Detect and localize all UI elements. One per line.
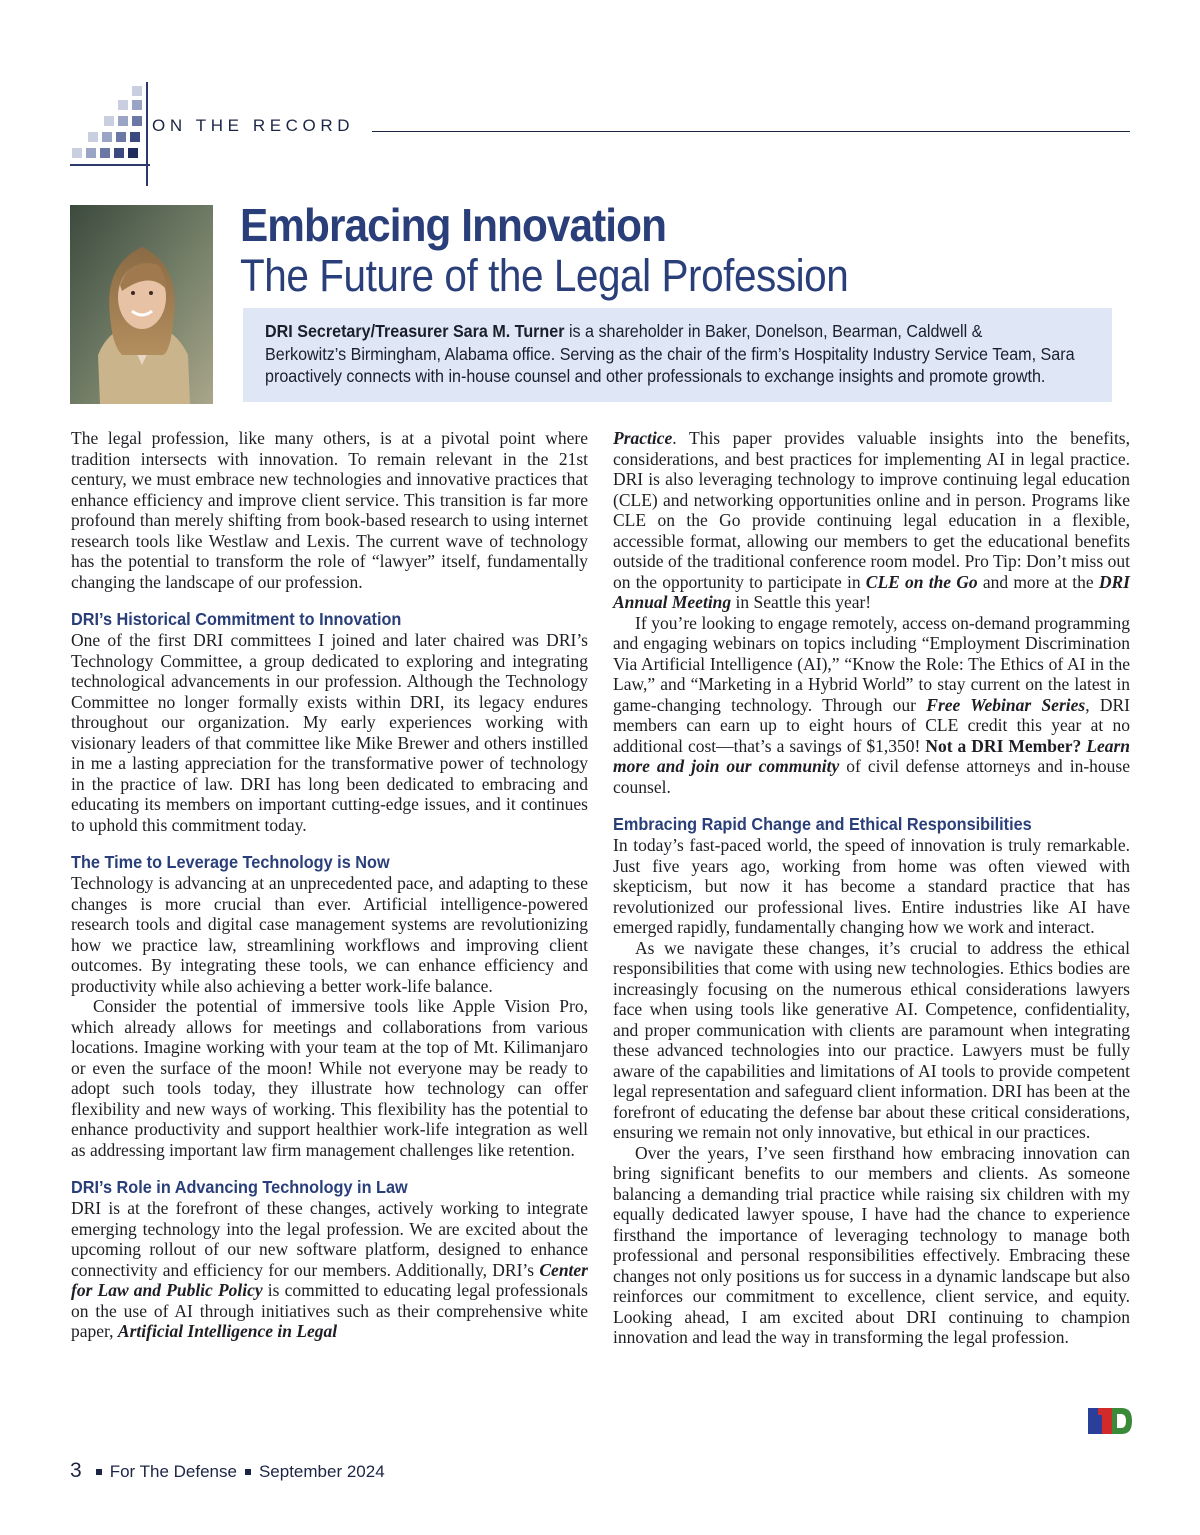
author-bio-box	[243, 308, 1112, 402]
page-number: 3	[70, 1459, 82, 1482]
body-text: , DRI members can earn up to eight hours of CLE credit this year at no additional cost—that’s a savings of $1,350!	[613, 694, 1131, 756]
section-heading: DRI’s Historical Commitment to Innovation	[71, 609, 402, 629]
body-paragraph: In today’s fast-paced world, the speed of innovation is truly remarkable. Just five years ago, working from home was often viewed with skepticism, but now it has become a standard practice that has revolutionized our professional lives. Entire industries like AI have emerged rapidly, fundamentally changing how we work and interact.	[613, 835, 1130, 937]
body-paragraph	[71, 1198, 588, 1342]
author-portrait	[70, 205, 213, 404]
footer-bullet	[96, 1469, 102, 1475]
join-community-link[interactable]: Learn more and join our community	[613, 735, 1131, 776]
body-paragraph	[613, 428, 1130, 613]
author-bio-text	[265, 320, 1115, 388]
footer-bullet	[245, 1469, 251, 1475]
ftd-logo-icon	[1088, 1406, 1132, 1436]
issue-date: September 2024	[258, 1462, 385, 1481]
section-heading: Embracing Rapid Change and Ethical Responsibilities	[613, 814, 1032, 834]
section-label: ON THE RECORD	[152, 116, 355, 135]
article-title: Embracing Innovation	[240, 199, 667, 251]
not-a-member-text: Not a DRI Member?	[925, 735, 1082, 756]
body-text: is committed to educating legal professionals on the use of AI through initiatives such as their comprehensive white paper,	[71, 1280, 588, 1341]
body-text: DRI is at the forefront of these changes, actively working to integrate emerging technology into the legal profession. We are excited about the upcoming rollout of our new software platform, designed to enhance connectivity and efficiency for our members. Additionally, DRI’s	[71, 1198, 588, 1280]
section-heading: DRI’s Role in Advancing Technology in Law	[71, 1177, 408, 1197]
ftd-logo	[1088, 1406, 1132, 1436]
body-paragraph: Consider the potential of immersive tools like Apple Vision Pro, which already allows for meetings and collaborations from various locations. Imagine working with your team at the top of Mt. Kilimanjaro or even the surface of the moon! While not everyone may be ready to adopt such tools today, they illustrate how technology can offer flexibility and new ways of working. This flexibility has the potential to enhance productivity and support healthier work-life integration as well as addressing important law firm management challenges like retention.	[71, 996, 588, 1160]
body-paragraph: As we navigate these changes, it’s crucial to address the ethical responsibilities that come with using new technologies. Ethics bodies are increasingly focusing on the numerous ethical considerations lawyers face when using tools like generative AI. Competence, confidentiality, and proper communication with clients are paramount when integrating these advanced technologies into our practice. Lawyers must be fully aware of the capabilities and limitations of AI tools to provide competent legal representation and safeguard client information. DRI has been at the forefront of educating the defense bar about these critical considerations, ensuring we remain not only innovative, but ethical in our practices.	[613, 937, 1130, 1142]
body-paragraph: One of the first DRI committees I joined and later chaired was DRI’s Technology Committee, a group dedicated to exploring and integrating technological advancements in our profession. Although the Technology Committee no longer formally exists within DRI, its legacy endures throughout our organization. My early experiences working with visionary leaders of that committee like Mike Brewer and others instilled in me a lasting appreciation for the transformative power of technology in the practice of law. DRI has long been dedicated to embracing and educating its members on important cutting-edge issues, and it continues to uphold this commitment today.	[71, 630, 588, 835]
ai-white-paper-link[interactable]: Artificial Intelligence in Legal	[117, 1321, 338, 1341]
body-text: in Seattle this year!	[731, 592, 872, 612]
body-column-left	[71, 428, 588, 1342]
dri-annual-meeting-link[interactable]: DRI Annual Meeting	[613, 571, 1130, 612]
body-text: If you’re looking to engage remotely, access on-demand programming and engaging webinars on topics including “Employment Discrimination Via Artificial Intelligence (AI),” “Know the Role: The Ethics of AI in the Law,” and “Marketing in a Hybrid World” to stay current on the latest in game-changing technology. Through our	[613, 612, 1130, 715]
body-paragraph: Over the years, I’ve seen firsthand how embracing innovation can bring significant benefits to our members and clients. As someone balancing a demanding trial practice while raising six children with my equally dedicated lawyer spouse, I have had the chance to experience firsthand the importance of leveraging technology to manage both professional and personal responsibilities effectively. Embracing these changes not only positions us for success in a dynamic landscape but also reinforces our commitment to excellence, client service, and equity. Looking ahead, I am excited about DRI continuing to champion innovation and lead the way in transforming the legal profession.	[613, 1142, 1130, 1347]
header-horizontal-rule	[372, 131, 1130, 132]
publication-name: For The Defense	[109, 1462, 237, 1481]
body-paragraph	[613, 613, 1130, 798]
bio-line-3: proactively connects with in-house counsel and other professionals to exchange insights and promote growth.	[265, 366, 1046, 386]
page-footer	[70, 1459, 385, 1483]
center-for-law-link[interactable]: Center for Law and Public Policy	[71, 1259, 588, 1300]
intro-paragraph: The legal profession, like many others, is at a pivotal point where tradition intersects with innovation. To remain relevant in the 21st century, we must embrace new technologies and innovative practices that enhance efficiency and improve client service. This transition is far more profound than merely shifting from book-based research to using internet research tools like Westlaw and Lexis. The current wave of technology has the potential to transform the role of “lawyer” itself, fundamentally changing the landscape of our profession.	[71, 428, 588, 592]
author-name: DRI Secretary/Treasurer Sara M. Turner	[265, 321, 565, 341]
ai-white-paper-link-cont[interactable]: Practice	[613, 428, 673, 448]
body-paragraph: Technology is advancing at an unprecedented pace, and adapting to these changes is more crucial than ever. Artificial intelligence-powered research tools and digital case management systems are revolutionizing how we practice law, streamlining workflows and improving client outcomes. By integrating these tools, we can enhance efficiency and productivity while also achieving a better work-life balance.	[71, 873, 588, 996]
body-text: of civil defense attorneys and in-house counsel.	[613, 756, 1130, 797]
bio-line-2: Berkowitz’s Birmingham, Alabama office. Serving as the chair of the firm’s Hospitality Industry Service Team, Sara	[265, 343, 1075, 364]
bio-line-1: is a shareholder in Baker, Donelson, Bearman, Caldwell &	[564, 321, 983, 341]
body-text: and more at the	[977, 571, 1099, 592]
body-column-right	[613, 428, 1130, 1348]
body-text: . This paper provides valuable insights into the benefits, considerations, and best practices for implementing AI in legal practice. DRI is also leveraging technology to improve continuing legal education (CLE) and networking opportunities online and in person. Programs like CLE on the Go provide continuing legal education in a flexible, accessible format, allowing our members to get the educational benefits outside of the traditional conference room model. Pro Tip: Don’t miss out on the opportunity to participate in	[613, 428, 1130, 592]
free-webinar-series-link[interactable]: Free Webinar Series	[926, 694, 1086, 715]
section-heading: The Time to Leverage Technology is Now	[71, 852, 390, 872]
cle-on-the-go-link[interactable]: CLE on the Go	[865, 571, 978, 592]
portrait-image	[70, 205, 213, 404]
header-vertical-rule	[146, 82, 148, 186]
article-subtitle: The Future of the Legal Profession	[240, 250, 849, 301]
